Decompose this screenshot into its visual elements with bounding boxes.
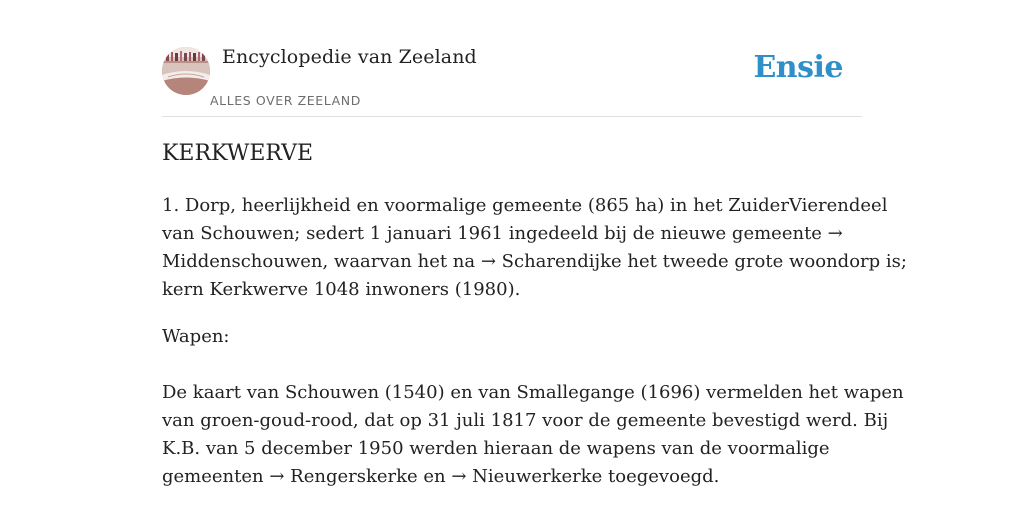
article-paragraph <box>162 379 904 491</box>
page <box>162 0 907 512</box>
article-paragraph <box>162 192 907 304</box>
site-header <box>162 0 862 117</box>
article-paragraph <box>162 323 862 351</box>
paragraph-line: Wapen: <box>162 326 230 347</box>
site-tagline: ALLES OVER ZEELAND <box>210 93 361 108</box>
paragraph-line: K.B. van 5 december 1950 werden hieraan de wapens van de voormalige <box>162 438 830 459</box>
paragraph-line: kern Kerkwerve 1048 inwoners (1980). <box>162 279 521 300</box>
paragraph-line: gemeenten → Rengerskerke en → Nieuwerkerke toegevoegd. <box>162 466 720 487</box>
paragraph-line: Middenschouwen, waarvan het na → Scharendijke het tweede grote woondorp is; <box>162 251 907 272</box>
site-title[interactable]: Encyclopedie van Zeeland <box>222 46 477 68</box>
article-title: KERKWERVE <box>162 141 314 166</box>
paragraph-line: van Schouwen; sedert 1 januari 1961 ingedeeld bij de nieuwe gemeente → <box>162 223 843 244</box>
avatar-image <box>162 47 210 95</box>
brand-logo-link[interactable]: Ensie <box>753 50 843 85</box>
paragraph-line: De kaart van Schouwen (1540) en van Smallegange (1696) vermelden het wapen <box>162 382 904 403</box>
paragraph-line: 1. Dorp, heerlijkheid en voormalige gemeente (865 ha) in het ZuiderVierendeel <box>162 195 888 216</box>
books-icon[interactable] <box>162 47 210 95</box>
paragraph-line: van groen-goud-rood, dat op 31 juli 1817 voor de gemeente bevestigd werd. Bij <box>162 410 889 431</box>
